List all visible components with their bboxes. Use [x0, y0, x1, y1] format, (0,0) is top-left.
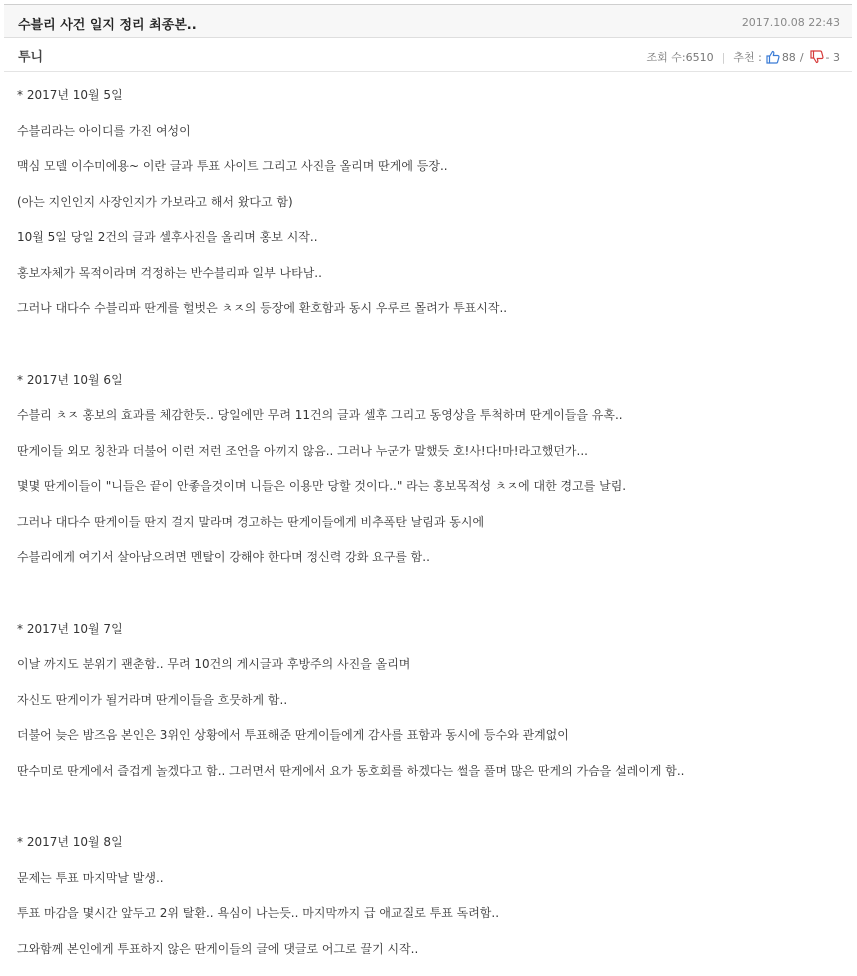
dislike-count: - 3 — [826, 51, 840, 64]
content-line: 그와함께 본인에게 투표하지 않은 딴게이들의 글에 댓글로 어그로 끌기 시작.. — [17, 941, 847, 976]
like-count: 88 — [782, 51, 796, 64]
content-line: 맥심 모델 이수미에용~ 이란 글과 투표 사이트 그리고 사진을 올리며 딴게에 등장.. — [17, 158, 847, 194]
content-line: 수블리 ㅊㅈ 홍보의 효과를 체감한듯.. 당일에만 무려 11건의 글과 셀후 그리고 동영상을 투척하며 딴게이들을 유혹.. — [17, 407, 847, 443]
content-line: (아는 지인인지 사장인지가 가보라고 해서 왔다고 함) — [17, 194, 847, 230]
content-line: 그러나 대다수 딴게이들 딴지 걸지 말라며 경고하는 딴게이들에게 비추폭탄 날림과 동시에 — [17, 514, 847, 550]
content-line: * 2017년 10월 6일 — [17, 372, 847, 408]
content-line: 10월 5일 당일 2건의 글과 셀후사진을 올리며 홍보 시작.. — [17, 229, 847, 265]
content-line: 홍보자체가 목적이라며 걱정하는 반수블리파 일부 나타남.. — [17, 265, 847, 301]
content-line: * 2017년 10월 7일 — [17, 621, 847, 657]
content-line: 문제는 투표 마지막날 발생.. — [17, 870, 847, 906]
recommend-label: 추천 : — [733, 49, 761, 65]
content-line: 몇몇 딴게이들이 "니들은 끝이 안좋을것이며 니들은 이용만 당할 것이다.." 라는 홍보목적성 ㅊㅈ에 대한 경고를 날림. — [17, 478, 847, 514]
content-line: 딴게이들 외모 칭찬과 더불어 이런 저런 조언을 아끼지 않음.. 그러나 누군가 말했듯 호!사!다!마!라고했던가... — [17, 443, 847, 479]
thumbs-down-icon[interactable] — [810, 50, 824, 64]
post-content — [17, 87, 847, 976]
author-name[interactable]: 투니 — [18, 46, 43, 65]
content-line: 딴수미로 딴게에서 즐겁게 놀겠다고 함.. 그러면서 딴게에서 요가 동호회를 하겠다는 썰을 풀며 많은 딴게의 가슴을 설레이게 함.. — [17, 763, 847, 799]
content-line: * 2017년 10월 8일 — [17, 834, 847, 870]
content-line: 그러나 대다수 수블리파 딴게를 헐벗은 ㅊㅈ의 등장에 환호함과 동시 우루르 몰려가 투표시작.. — [17, 300, 847, 336]
post-date: 2017.10.08 22:43 — [742, 16, 840, 29]
content-line: 자신도 딴게이가 될거라며 딴게이들을 흐뭇하게 함.. — [17, 692, 847, 728]
content-line: 수블리라는 아이디를 가진 여성이 — [17, 123, 847, 159]
vote-slash: / — [800, 51, 804, 64]
blank-line — [17, 585, 847, 621]
blank-line — [17, 798, 847, 834]
post-title-bar — [4, 4, 852, 38]
views-count: 6510 — [686, 51, 714, 64]
meta-divider: | — [722, 51, 726, 64]
views-label: 조회 수: — [647, 49, 686, 65]
post-meta — [647, 49, 840, 65]
post-title[interactable]: 수블리 사건 일지 정리 최종본.. — [18, 14, 197, 33]
post-info-bar — [4, 38, 852, 72]
blank-line — [17, 336, 847, 372]
content-line: 이날 까지도 분위기 괜춘함.. 무려 10건의 게시글과 후방주의 사진을 올리며 — [17, 656, 847, 692]
thumbs-up-icon[interactable] — [766, 50, 780, 64]
content-line: 투표 마감을 몇시간 앞두고 2위 탈환.. 욕심이 나는듯.. 마지막까지 급 애교질로 투표 독려함.. — [17, 905, 847, 941]
content-line: 수블리에게 여기서 살아남으려면 멘탈이 강해야 한다며 정신력 강화 요구를 함.. — [17, 549, 847, 585]
content-line: * 2017년 10월 5일 — [17, 87, 847, 123]
content-line: 더불어 늦은 밤즈음 본인은 3위인 상황에서 투표해준 딴게이들에게 감사를 표함과 동시에 등수와 관계없이 — [17, 727, 847, 763]
